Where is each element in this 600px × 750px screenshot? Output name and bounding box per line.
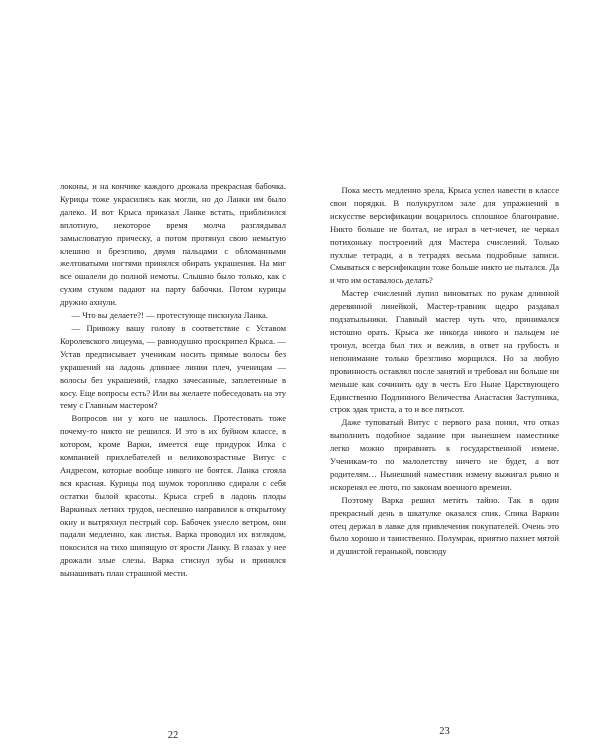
- page-number: 22: [167, 730, 179, 741]
- paragraph: Вопросов ни у кого не нашлось. Протестовать тоже почему-то никто не решился. И это в их буйном классе, в котором, кроме Варки, имеется еще придурок Илка с компанией прихлебателей и великовозрастные Витус с Андресом, которые вообще никого не боятся. Ланка стояла вся красная. Курицы под шумок торопливо сдирали с себя остатки былой красоты. Крыса сгреб в ладонь плоды Варкиных летних трудов, неспешно направился к открытому окну и вытряхнул пестрый сор. Бабочек унесло ветром, они падали медленно, как листья. Варка проводил их взглядом, покосился на тихо шипящую от ярости Ланку. В глазах у нее дрожали злые слезы. Варка стиснул зубы и принялся вынашивать план страшной мести.: [60, 413, 286, 579]
- paragraph: локоны, и на кончике каждого дрожала прекрасная бабочка. Курицы тоже украсились как могли, но до Ланки им было далеко. И вот Крыса приказал Ланке встать, приблизился вплотную, некоторое время молча разглядывал замысловатую прическу, а потом протянул свою немытую клешню и брезгливо, двумя пальцами с обломанными желтоватыми ногтями принялся обирать украшения. На миг все ошалели до полной немоты. Слышно было только, как с сухим стуком падают на парту бабочки. Потом курицы дружно ахнули.: [60, 181, 286, 308]
- page-number: 23: [439, 726, 450, 737]
- paragraph: Даже туповатый Витус с первого раза понял, что отказ выполнить подобное задание при нынешнем наместнике легко можно приравнять к государственной измене. Ученикам-то по малолетству ничего не будет, а вот родителям… Нынешний наместник измену выжигал рьяно и искоренял ее люто, по законам военного времени.: [330, 417, 559, 492]
- right-page-text: [330, 184, 559, 558]
- paragraph: — Привожу вашу голову в соответствие с Уставом Королевского лицеума, — равнодушно проскрипел Крыса. — Устав предписывает ученикам носить прямые волосы без украшений на ладонь длиннее линии плеч, ученицам — волосы без украшений, гладко зачесанные, заплетенные в косу. Еще вопросы есть? Или вы желаете побеседовать на эту тему с Главным мастером?: [60, 322, 286, 411]
- paragraph: Мастер счислений лупил виноватых по рукам длинной деревянной линейкой, Мастер-травник щедро раздавал подзатыльники. Главный мастер чуть что, принимался истошно орать. Крыса же никогда никого и пальцем не тронул, всегда был тих и вежлив, в ответ на грубость и непонимание только брезгливо морщился. Но за любую провинность оставлял после занятий и требовал ни больше ни меньше как сочинить оду в честь Его Ныне Царствующего Единственно Подлинного Величества Анастасия Заступника, строк эдак триста, а то и все пятьсот.: [330, 288, 559, 415]
- paragraph: Поэтому Варка решил метить тайно. Так в один прекрасный день в шкатулке оказался спик. Спика Варкин отец держал в лавке для привлечения покупателей. Очень это было хорошо и таинственно. Полумрак, приятно пахнет мятой и душистой геранькой, повсюду: [330, 494, 559, 557]
- left-page-text: [60, 180, 286, 580]
- paragraph: Пока месть медленно зрела, Крыса успел навести в классе свои порядки. В полукруглом зале для упражнений в искусстве версификации воцарилось сплошное благонравие. Никто больше не болтал, не играл в чет-нечет, не черкал потихоньку построений для Мастера счислений. Только пухлые тетради, а в тетрадях весьма подробные записи. Смываться с версификации тоже больше никто не пытался. Да и что им оставалось делать?: [330, 185, 559, 286]
- paragraph: — Что вы делаете?! — протестующе пискнула Ланка.: [71, 310, 268, 321]
